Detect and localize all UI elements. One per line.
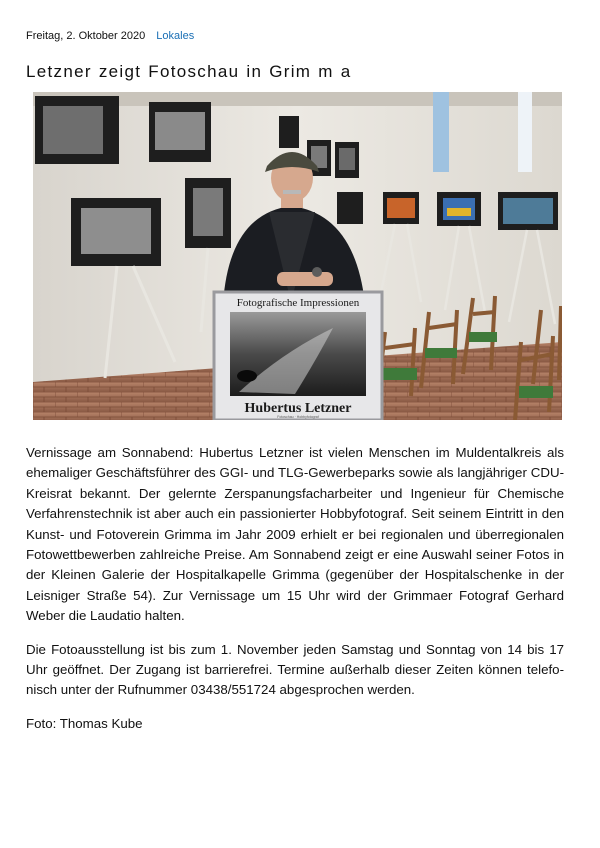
article-paragraph: Die Fotoausstellung ist bis zum 1. November jeden Samstag und Sonntag von 14 bis 17 Uhr geöffnet. Der Zugang ist barrierefrei. Termine außerhalb dieser Zeiten können telefonisch unter der Rufnummer 03438/551724 abgesprochen werden. xyxy=(26,641,564,698)
exhibition-poster xyxy=(214,292,382,420)
article-headline: Letzner zeigt Fotoschau in Grim m a xyxy=(26,62,352,81)
article-photo xyxy=(33,92,562,420)
article-meta xyxy=(26,30,194,42)
photo-credit: Foto: Thomas Kube xyxy=(26,715,143,731)
article-body xyxy=(26,443,564,747)
poster-name: Hubertus Letzner xyxy=(244,401,352,416)
category-link[interactable]: Lokales xyxy=(156,30,195,42)
poster-subtitle: Fotoschau · Hobbyfotograf xyxy=(277,415,319,419)
poster-title: Fotografische Impressionen xyxy=(236,297,360,309)
article-paragraph: Vernissage am Sonnabend: Hubertus Letzner ist vielen Menschen im Muldentalkreis als ehemaliger Geschäftsführer des GGI- und TLG-Gewerbeparks sowie als langjähriger CDU-Kreisrat bekannt. Der gelernte Zerspanungsfacharbeiter und Ingenieur für Chemische Verfahrenstechnik ist aber auch ein passionierter Hobbyfotograf. Seit seinem Eintritt in den Kunst- und Fotoverein Grimma im Jahr 2009 erhielt er bei regionalen und überregionalen Fotowettbewerben zahlreiche Preise. Am Sonnabend zeigt er eine Auswahl seiner Fotos in der Kleinen Galerie der Hospitalkapelle Grimma (gegenüber der Hospitalschenke in der Leisniger Straße 54). Zur Vernissage um 15 Uhr wird der Grimmaer Fotograf Gerhard Weber die Laudatio halten. xyxy=(26,445,564,624)
publish-date: Freitag, 2. Oktober 2020 xyxy=(26,30,146,42)
